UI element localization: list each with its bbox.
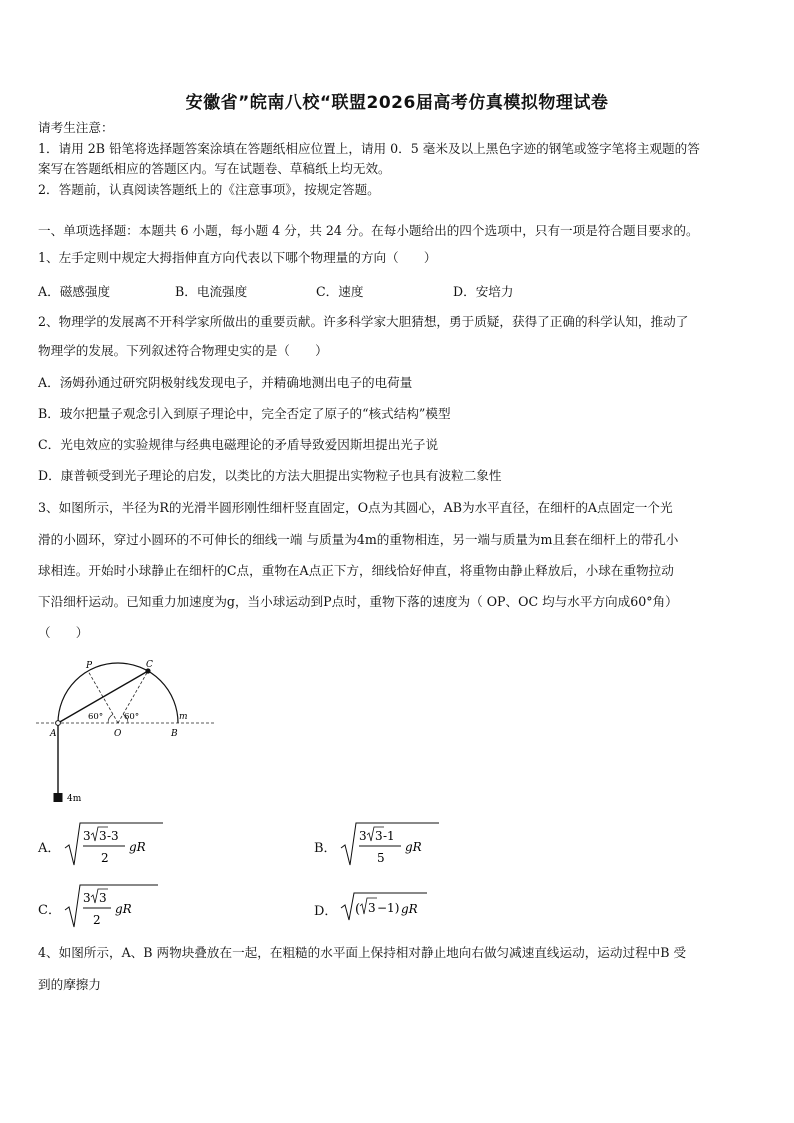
den: 2 [101,851,109,865]
tail: gR [401,902,418,916]
formula-b [339,820,454,870]
answer-label: B． [314,841,337,856]
question-4-line: 到的摩擦力 [38,977,101,992]
q2-option-d: D．康普顿受到光子理论的启发，以类比的方法大胆提出实物粒子也具有波粒二象性 [38,468,502,483]
num-coef: 3 [83,891,91,905]
label-c: C [146,660,153,670]
weight-block [54,793,63,802]
q1-option-c: C．速度 [316,284,364,299]
label-angle-right: 60° [124,712,140,722]
q1-option-a: A．磁感强度 [38,284,111,299]
q2-option-b: B．玻尔把量子观念引入到原子理论中，完全否定了原子的“核式结构”模型 [38,406,451,421]
question-2-stem: 2、物理学的发展离不开科学家所做出的重要贡献。许多科学家大胆猜想，勇于质疑，获得了正确的科学认知，推动了 [38,314,689,329]
notice-item: 2．答题前，认真阅读答题纸上的《注意事项》，按规定答题。 [38,182,380,197]
answer-label: C． [38,903,61,918]
sqrt-sign [65,885,158,927]
q2-option-c: C．光电效应的实验规律与经典电磁理论的矛盾导致爱因斯坦提出光子说 [38,437,439,452]
question-3-line: 下沿细杆运动。已知重力加速度为g，当小球运动到P点时，重物下落的速度为（ OP、OC 均与水平方向成60°角） [38,594,678,609]
answer-label: A． [38,841,61,856]
question-1-stem: 1、左手定则中规定大拇指伸直方向代表以下哪个物理量的方向（ ） [38,250,437,265]
num-tail: -3 [107,829,119,843]
ring-a [56,721,61,726]
num-root: 3 [99,829,107,843]
den: 5 [377,851,385,865]
q3-answer-a [38,820,178,870]
num-root: 3 [375,829,383,843]
num-coef: 3 [83,829,91,843]
answer-label: D． [314,904,338,919]
question-3-line: （ ） [38,625,89,640]
question-3-line: 3、如图所示，半径为R的光滑半圆形刚性细杆竖直固定，O点为其圆心，AB为水平直径，在细杆的A点固定一个光 [38,500,673,515]
notice-item: 1．请用 2B 铅笔将选择题答案涂填在答题纸相应位置上，请用 0．5 毫米及以上黑色字迹的钢笔或签字笔将主观题的答 [38,141,700,156]
q1-option-b: B．电流强度 [175,284,248,299]
formula-a [63,820,178,870]
angle-arc-left [108,714,113,723]
label-angle-left: 60° [88,712,104,722]
label-b: B [171,729,178,739]
formula-d [339,890,454,926]
label-weight: 4m [67,794,82,804]
paren-open: ( [355,902,361,917]
semicircle-figure [36,656,216,806]
label-a: A [50,729,57,739]
num-root: 3 [99,891,107,905]
minus-one: −1) [377,901,400,915]
tail: gR [405,840,422,854]
num-root: 3 [368,901,376,915]
notice-item: 案写在答题纸相应的答题区内。写在试题卷、草稿纸上均无效。 [38,161,391,176]
tail: gR [115,902,132,916]
section-heading: 一、单项选择题：本题共 6 小题，每小题 4 分，共 24 分。在每小题给出的四个选项中，只有一项是符合题目要求的。 [38,223,699,238]
q3-answer-d [314,890,454,926]
tail: gR [129,840,146,854]
den: 2 [93,913,101,927]
label-m: m [179,712,188,722]
label-o: O [114,729,122,739]
num-coef: 3 [359,829,367,843]
question-3-line: 滑的小圆环，穿过小圆环的不可伸长的细线一端 与质量为4m的重物相连，另一端与质量为m且套在细杆上的带孔小 [38,532,679,547]
semicircle-rod [58,663,178,723]
q1-option-d: D．安培力 [453,284,514,299]
question-3-line: 球相连。开始时小球静止在细杆的C点，重物在A点正下方，细线恰好伸直，将重物由静止释放后，小球在重物拉动 [38,563,674,578]
q3-answer-b [314,820,454,870]
notice-heading: 请考生注意： [38,120,114,135]
label-p: P [86,661,93,671]
question-4-line: 4、如图所示，A、B 两物块叠放在一起，在粗糙的水平面上保持相对静止地向右做匀减速直线运动，运动过程中B 受 [38,945,687,960]
num-tail: -1 [383,829,395,843]
formula-c [63,882,173,932]
question-2-stem: 物理学的发展。下列叙述符合物理史实的是（ ） [38,343,328,358]
q2-option-a: A．汤姆孙通过研究阴极射线发现电子，并精确地测出电子的电荷量 [38,375,413,390]
page-title: 安徽省”皖南八校“联盟2026届高考仿真模拟物理试卷 [185,93,609,113]
q3-answer-c [38,882,178,932]
